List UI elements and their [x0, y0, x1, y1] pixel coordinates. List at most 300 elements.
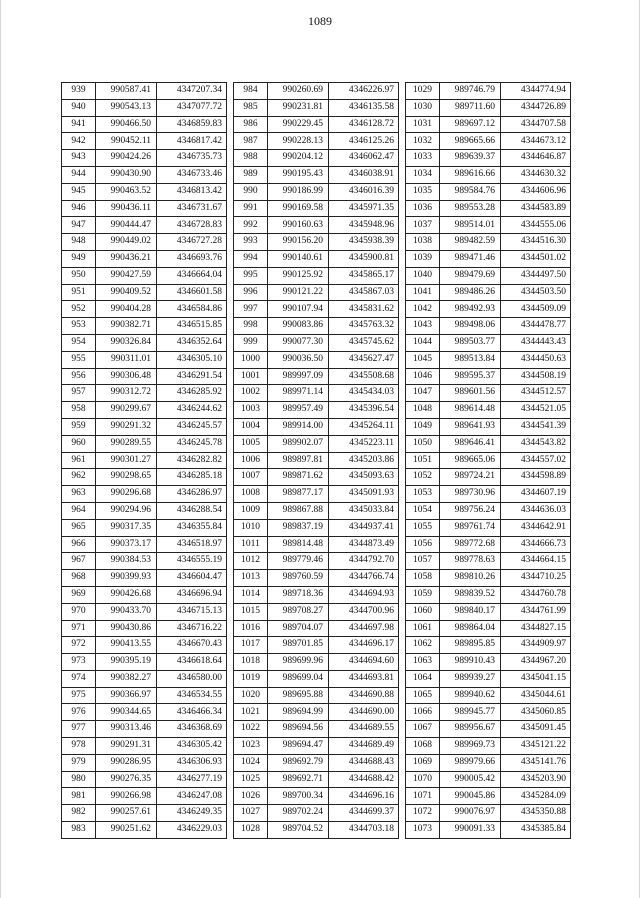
- table-row: [406, 418, 571, 435]
- x-coordinate-cell: 989940.62: [440, 687, 501, 704]
- table-row: [234, 754, 399, 771]
- x-coordinate-cell: 990424.26: [96, 150, 157, 167]
- x-coordinate-cell: 989724.21: [440, 469, 501, 486]
- point-number-cell: 1022: [234, 721, 268, 738]
- y-coordinate-cell: 4344693.81: [329, 670, 399, 687]
- point-number-cell: 1051: [406, 452, 440, 469]
- x-coordinate-cell: 989979.66: [440, 754, 501, 771]
- y-coordinate-cell: 4346245.57: [157, 418, 227, 435]
- y-coordinate-cell: 4345091.45: [501, 721, 571, 738]
- x-coordinate-cell: 989584.76: [440, 183, 501, 200]
- point-number-cell: 1049: [406, 418, 440, 435]
- point-number-cell: 996: [234, 284, 268, 301]
- y-coordinate-cell: 4346604.47: [157, 570, 227, 587]
- coordinate-table-2: [233, 82, 399, 839]
- x-coordinate-cell: 989997.09: [268, 368, 329, 385]
- x-coordinate-cell: 989839.52: [440, 586, 501, 603]
- point-number-cell: 1034: [406, 166, 440, 183]
- table-row: [406, 754, 571, 771]
- x-coordinate-cell: 990229.45: [268, 116, 329, 133]
- y-coordinate-cell: 4346693.76: [157, 250, 227, 267]
- table-row: [62, 738, 227, 755]
- x-coordinate-cell: 989616.66: [440, 166, 501, 183]
- point-number-cell: 956: [62, 368, 96, 385]
- y-coordinate-cell: 4345093.63: [329, 469, 399, 486]
- x-coordinate-cell: 989482.59: [440, 234, 501, 251]
- point-number-cell: 990: [234, 183, 268, 200]
- y-coordinate-cell: 4344703.18: [329, 822, 399, 839]
- point-number-cell: 983: [62, 822, 96, 839]
- table-row: [406, 586, 571, 603]
- y-coordinate-cell: 4346534.55: [157, 687, 227, 704]
- y-coordinate-cell: 4344512.57: [501, 385, 571, 402]
- point-number-cell: 994: [234, 250, 268, 267]
- y-coordinate-cell: 4344827.15: [501, 620, 571, 637]
- x-coordinate-cell: 989694.47: [268, 738, 329, 755]
- point-number-cell: 947: [62, 217, 96, 234]
- x-coordinate-cell: 990169.58: [268, 200, 329, 217]
- y-coordinate-cell: 4344689.55: [329, 721, 399, 738]
- point-number-cell: 1041: [406, 284, 440, 301]
- table-row: [234, 301, 399, 318]
- point-number-cell: 975: [62, 687, 96, 704]
- y-coordinate-cell: 4344630.32: [501, 166, 571, 183]
- point-number-cell: 950: [62, 267, 96, 284]
- y-coordinate-cell: 4346716.22: [157, 620, 227, 637]
- x-coordinate-cell: 989692.71: [268, 771, 329, 788]
- point-number-cell: 1043: [406, 318, 440, 335]
- x-coordinate-cell: 989701.85: [268, 637, 329, 654]
- y-coordinate-cell: 4346062.47: [329, 150, 399, 167]
- point-number-cell: 1036: [406, 200, 440, 217]
- x-coordinate-cell: 990449.02: [96, 234, 157, 251]
- x-coordinate-cell: 989761.74: [440, 519, 501, 536]
- point-number-cell: 1006: [234, 452, 268, 469]
- y-coordinate-cell: 4346584.86: [157, 301, 227, 318]
- x-coordinate-cell: 989956.67: [440, 721, 501, 738]
- y-coordinate-cell: 4344688.43: [329, 754, 399, 771]
- table-row: [62, 250, 227, 267]
- x-coordinate-cell: 990436.11: [96, 200, 157, 217]
- x-coordinate-cell: 990231.81: [268, 99, 329, 116]
- point-number-cell: 1010: [234, 519, 268, 536]
- table-row: [62, 536, 227, 553]
- point-number-cell: 987: [234, 133, 268, 150]
- table-row: [62, 435, 227, 452]
- point-number-cell: 966: [62, 536, 96, 553]
- table-row: [234, 486, 399, 503]
- table-row: [234, 738, 399, 755]
- x-coordinate-cell: 990430.90: [96, 166, 157, 183]
- table-row: [62, 150, 227, 167]
- x-coordinate-cell: 990260.69: [268, 83, 329, 100]
- x-coordinate-cell: 990291.32: [96, 418, 157, 435]
- y-coordinate-cell: 4346555.19: [157, 553, 227, 570]
- table-row: [406, 368, 571, 385]
- table-row: [406, 334, 571, 351]
- x-coordinate-cell: 989778.63: [440, 553, 501, 570]
- x-coordinate-cell: 989810.26: [440, 570, 501, 587]
- point-number-cell: 963: [62, 486, 96, 503]
- y-coordinate-cell: 4344690.00: [329, 704, 399, 721]
- point-number-cell: 1014: [234, 586, 268, 603]
- x-coordinate-cell: 989902.07: [268, 435, 329, 452]
- y-coordinate-cell: 4344503.50: [501, 284, 571, 301]
- point-number-cell: 1017: [234, 637, 268, 654]
- x-coordinate-cell: 990156.20: [268, 234, 329, 251]
- x-coordinate-cell: 989711.60: [440, 99, 501, 116]
- point-number-cell: 1047: [406, 385, 440, 402]
- x-coordinate-cell: 989939.27: [440, 670, 501, 687]
- table-row: [62, 368, 227, 385]
- table-row: [406, 351, 571, 368]
- point-number-cell: 1058: [406, 570, 440, 587]
- point-number-cell: 958: [62, 402, 96, 419]
- x-coordinate-cell: 990195.43: [268, 166, 329, 183]
- y-coordinate-cell: 4346731.67: [157, 200, 227, 217]
- table-row: [406, 620, 571, 637]
- x-coordinate-cell: 990121.22: [268, 284, 329, 301]
- point-number-cell: 962: [62, 469, 96, 486]
- x-coordinate-cell: 989471.46: [440, 250, 501, 267]
- point-number-cell: 1003: [234, 402, 268, 419]
- y-coordinate-cell: 4346733.46: [157, 166, 227, 183]
- y-coordinate-cell: 4346249.35: [157, 805, 227, 822]
- y-coordinate-cell: 4346696.94: [157, 586, 227, 603]
- table-row: [62, 570, 227, 587]
- x-coordinate-cell: 990228.13: [268, 133, 329, 150]
- y-coordinate-cell: 4345033.84: [329, 502, 399, 519]
- x-coordinate-cell: 990436.21: [96, 250, 157, 267]
- x-coordinate-cell: 989840.17: [440, 603, 501, 620]
- y-coordinate-cell: 4347077.72: [157, 99, 227, 116]
- x-coordinate-cell: 990083.86: [268, 318, 329, 335]
- point-number-cell: 1072: [406, 805, 440, 822]
- y-coordinate-cell: 4344450.63: [501, 351, 571, 368]
- table-row: [234, 183, 399, 200]
- x-coordinate-cell: 989702.24: [268, 805, 329, 822]
- table-row: [62, 771, 227, 788]
- y-coordinate-cell: 4344967.20: [501, 654, 571, 671]
- table-row: [234, 721, 399, 738]
- table-row: [406, 385, 571, 402]
- point-number-cell: 957: [62, 385, 96, 402]
- x-coordinate-cell: 990251.62: [96, 822, 157, 839]
- point-number-cell: 1000: [234, 351, 268, 368]
- point-number-cell: 939: [62, 83, 96, 100]
- y-coordinate-cell: 4344694.60: [329, 654, 399, 671]
- table-row: [234, 704, 399, 721]
- y-coordinate-cell: 4344873.49: [329, 536, 399, 553]
- point-number-cell: 948: [62, 234, 96, 251]
- point-number-cell: 970: [62, 603, 96, 620]
- x-coordinate-cell: 990543.13: [96, 99, 157, 116]
- y-coordinate-cell: 4346135.58: [329, 99, 399, 116]
- y-coordinate-cell: 4346670.43: [157, 637, 227, 654]
- y-coordinate-cell: 4346817.42: [157, 133, 227, 150]
- y-coordinate-cell: 4346618.64: [157, 654, 227, 671]
- x-coordinate-cell: 989601.56: [440, 385, 501, 402]
- table-row: [406, 570, 571, 587]
- table-row: [234, 452, 399, 469]
- x-coordinate-cell: 989945.77: [440, 704, 501, 721]
- table-row: [234, 805, 399, 822]
- x-coordinate-cell: 989730.96: [440, 486, 501, 503]
- table-row: [406, 318, 571, 335]
- x-coordinate-cell: 990186.99: [268, 183, 329, 200]
- table-row: [62, 83, 227, 100]
- table-row: [62, 166, 227, 183]
- y-coordinate-cell: 4346286.97: [157, 486, 227, 503]
- y-coordinate-cell: 4346288.54: [157, 502, 227, 519]
- table-row: [62, 805, 227, 822]
- table-row: [406, 267, 571, 284]
- point-number-cell: 979: [62, 754, 96, 771]
- point-number-cell: 949: [62, 250, 96, 267]
- y-coordinate-cell: 4344696.16: [329, 788, 399, 805]
- point-number-cell: 1066: [406, 704, 440, 721]
- x-coordinate-cell: 989971.14: [268, 385, 329, 402]
- table-row: [406, 284, 571, 301]
- y-coordinate-cell: 4346226.97: [329, 83, 399, 100]
- x-coordinate-cell: 990036.50: [268, 351, 329, 368]
- table-row: [234, 250, 399, 267]
- y-coordinate-cell: 4344760.78: [501, 586, 571, 603]
- x-coordinate-cell: 990382.27: [96, 670, 157, 687]
- x-coordinate-cell: 989756.24: [440, 502, 501, 519]
- table-row: [62, 704, 227, 721]
- point-number-cell: 959: [62, 418, 96, 435]
- point-number-cell: 985: [234, 99, 268, 116]
- table-row: [62, 334, 227, 351]
- point-number-cell: 978: [62, 738, 96, 755]
- y-coordinate-cell: 4345434.03: [329, 385, 399, 402]
- x-coordinate-cell: 990301.27: [96, 452, 157, 469]
- y-coordinate-cell: 4346244.62: [157, 402, 227, 419]
- table-row: [62, 318, 227, 335]
- y-coordinate-cell: 4346282.82: [157, 452, 227, 469]
- point-number-cell: 941: [62, 116, 96, 133]
- point-number-cell: 989: [234, 166, 268, 183]
- y-coordinate-cell: 4345763.32: [329, 318, 399, 335]
- point-number-cell: 961: [62, 452, 96, 469]
- point-number-cell: 981: [62, 788, 96, 805]
- table-row: [62, 519, 227, 536]
- point-number-cell: 1013: [234, 570, 268, 587]
- point-number-cell: 1048: [406, 402, 440, 419]
- table-row: [406, 553, 571, 570]
- point-number-cell: 982: [62, 805, 96, 822]
- x-coordinate-cell: 990306.48: [96, 368, 157, 385]
- point-number-cell: 1020: [234, 687, 268, 704]
- y-coordinate-cell: 4344761.99: [501, 603, 571, 620]
- x-coordinate-cell: 989665.06: [440, 452, 501, 469]
- y-coordinate-cell: 4346664.04: [157, 267, 227, 284]
- y-coordinate-cell: 4346305.10: [157, 351, 227, 368]
- y-coordinate-cell: 4344666.73: [501, 536, 571, 553]
- x-coordinate-cell: 989479.69: [440, 267, 501, 284]
- x-coordinate-cell: 990312.72: [96, 385, 157, 402]
- x-coordinate-cell: 990427.59: [96, 267, 157, 284]
- point-number-cell: 1046: [406, 368, 440, 385]
- table-row: [62, 116, 227, 133]
- point-number-cell: 1040: [406, 267, 440, 284]
- point-number-cell: 1035: [406, 183, 440, 200]
- y-coordinate-cell: 4345385.84: [501, 822, 571, 839]
- y-coordinate-cell: 4345350.88: [501, 805, 571, 822]
- point-number-cell: 1001: [234, 368, 268, 385]
- y-coordinate-cell: 4345223.11: [329, 435, 399, 452]
- point-number-cell: 1025: [234, 771, 268, 788]
- point-number-cell: 1027: [234, 805, 268, 822]
- table-row: [234, 536, 399, 553]
- table-row: [234, 822, 399, 839]
- y-coordinate-cell: 4344543.82: [501, 435, 571, 452]
- y-coordinate-cell: 4345121.22: [501, 738, 571, 755]
- table-row: [406, 99, 571, 116]
- point-number-cell: 993: [234, 234, 268, 251]
- point-number-cell: 1067: [406, 721, 440, 738]
- x-coordinate-cell: 990077.30: [268, 334, 329, 351]
- y-coordinate-cell: 4344607.19: [501, 486, 571, 503]
- point-number-cell: 951: [62, 284, 96, 301]
- table-row: [406, 519, 571, 536]
- x-coordinate-cell: 989969.73: [440, 738, 501, 755]
- x-coordinate-cell: 990313.46: [96, 721, 157, 738]
- x-coordinate-cell: 989895.85: [440, 637, 501, 654]
- y-coordinate-cell: 4346813.42: [157, 183, 227, 200]
- table-row: [406, 452, 571, 469]
- y-coordinate-cell: 4344646.87: [501, 150, 571, 167]
- table-row: [62, 452, 227, 469]
- table-row: [62, 402, 227, 419]
- point-number-cell: 954: [62, 334, 96, 351]
- table-row: [234, 435, 399, 452]
- y-coordinate-cell: 4344557.02: [501, 452, 571, 469]
- point-number-cell: 955: [62, 351, 96, 368]
- y-coordinate-cell: 4346518.97: [157, 536, 227, 553]
- point-number-cell: 1023: [234, 738, 268, 755]
- table-row: [406, 133, 571, 150]
- x-coordinate-cell: 989779.46: [268, 553, 329, 570]
- x-coordinate-cell: 989708.27: [268, 603, 329, 620]
- table-row: [234, 570, 399, 587]
- x-coordinate-cell: 989718.36: [268, 586, 329, 603]
- x-coordinate-cell: 990125.92: [268, 267, 329, 284]
- x-coordinate-cell: 990266.98: [96, 788, 157, 805]
- point-number-cell: 946: [62, 200, 96, 217]
- table-row: [234, 116, 399, 133]
- point-number-cell: 944: [62, 166, 96, 183]
- x-coordinate-cell: 990326.84: [96, 334, 157, 351]
- table-row: [234, 402, 399, 419]
- point-number-cell: 1069: [406, 754, 440, 771]
- x-coordinate-cell: 989760.59: [268, 570, 329, 587]
- y-coordinate-cell: 4346291.54: [157, 368, 227, 385]
- point-number-cell: 953: [62, 318, 96, 335]
- table-row: [62, 200, 227, 217]
- y-coordinate-cell: 4345264.11: [329, 418, 399, 435]
- point-number-cell: 992: [234, 217, 268, 234]
- point-number-cell: 977: [62, 721, 96, 738]
- x-coordinate-cell: 989864.04: [440, 620, 501, 637]
- point-number-cell: 1037: [406, 217, 440, 234]
- table-row: [234, 334, 399, 351]
- point-number-cell: 1024: [234, 754, 268, 771]
- y-coordinate-cell: 4345284.09: [501, 788, 571, 805]
- table-row: [406, 200, 571, 217]
- table-row: [406, 116, 571, 133]
- y-coordinate-cell: 4345203.90: [501, 771, 571, 788]
- point-number-cell: 1029: [406, 83, 440, 100]
- table-row: [406, 637, 571, 654]
- x-coordinate-cell: 989704.52: [268, 822, 329, 839]
- y-coordinate-cell: 4344792.70: [329, 553, 399, 570]
- y-coordinate-cell: 4344508.19: [501, 368, 571, 385]
- x-coordinate-cell: 989614.48: [440, 402, 501, 419]
- table-row: [62, 486, 227, 503]
- x-coordinate-cell: 990204.12: [268, 150, 329, 167]
- point-number-cell: 1015: [234, 603, 268, 620]
- x-coordinate-cell: 990344.65: [96, 704, 157, 721]
- x-coordinate-cell: 990005.42: [440, 771, 501, 788]
- table-row: [406, 721, 571, 738]
- table-row: [62, 637, 227, 654]
- point-number-cell: 967: [62, 553, 96, 570]
- point-number-cell: 1030: [406, 99, 440, 116]
- y-coordinate-cell: 4345867.03: [329, 284, 399, 301]
- table-row: [62, 502, 227, 519]
- x-coordinate-cell: 989877.17: [268, 486, 329, 503]
- table-row: [234, 418, 399, 435]
- x-coordinate-cell: 990433.70: [96, 603, 157, 620]
- x-coordinate-cell: 989695.88: [268, 687, 329, 704]
- y-coordinate-cell: 4344700.96: [329, 603, 399, 620]
- y-coordinate-cell: 4344606.96: [501, 183, 571, 200]
- table-row: [234, 150, 399, 167]
- table-row: [234, 368, 399, 385]
- point-number-cell: 1042: [406, 301, 440, 318]
- point-number-cell: 1064: [406, 670, 440, 687]
- point-number-cell: 943: [62, 150, 96, 167]
- y-coordinate-cell: 4346352.64: [157, 334, 227, 351]
- x-coordinate-cell: 990160.63: [268, 217, 329, 234]
- table-row: [406, 183, 571, 200]
- x-coordinate-cell: 989746.79: [440, 83, 501, 100]
- y-coordinate-cell: 4344478.77: [501, 318, 571, 335]
- table-row: [406, 670, 571, 687]
- y-coordinate-cell: 4345627.47: [329, 351, 399, 368]
- table-row: [62, 670, 227, 687]
- x-coordinate-cell: 990317.35: [96, 519, 157, 536]
- y-coordinate-cell: 4344497.50: [501, 267, 571, 284]
- y-coordinate-cell: 4344555.06: [501, 217, 571, 234]
- point-number-cell: 1004: [234, 418, 268, 435]
- point-number-cell: 965: [62, 519, 96, 536]
- point-number-cell: 1070: [406, 771, 440, 788]
- table-row: [406, 301, 571, 318]
- y-coordinate-cell: 4346728.83: [157, 217, 227, 234]
- y-coordinate-cell: 4345060.85: [501, 704, 571, 721]
- table-row: [234, 217, 399, 234]
- table-row: [234, 385, 399, 402]
- table-row: [62, 284, 227, 301]
- x-coordinate-cell: 990444.47: [96, 217, 157, 234]
- table-row: [234, 586, 399, 603]
- x-coordinate-cell: 989910.43: [440, 654, 501, 671]
- y-coordinate-cell: 4344642.91: [501, 519, 571, 536]
- point-number-cell: 1057: [406, 553, 440, 570]
